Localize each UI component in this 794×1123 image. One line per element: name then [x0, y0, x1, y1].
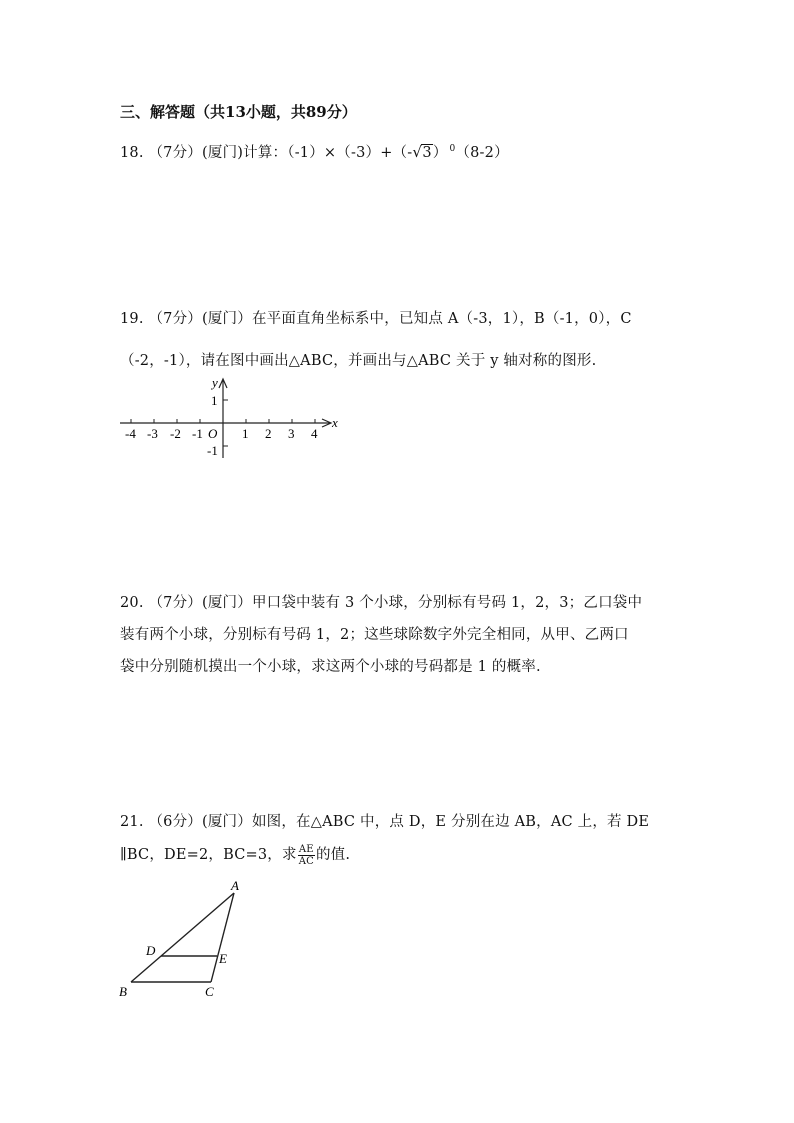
- question-20-line-3: 袋中分别随机摸出一个小球，求这两个小球的号码都是 1 的概率.: [120, 659, 541, 675]
- q18-radicand: 3: [422, 145, 432, 161]
- side-ac: [211, 893, 234, 982]
- coordinate-plane-figure: [115, 372, 345, 462]
- vertex-a-label: A: [231, 878, 239, 893]
- x-tick-label: 4: [311, 426, 318, 441]
- x-tick-label: 2: [265, 426, 272, 441]
- q21-line2-prefix: ∥BC，DE=2，BC=3，求: [120, 847, 297, 863]
- fraction-numerator: AE: [298, 843, 314, 855]
- q18-after-radical: ）: [432, 145, 448, 161]
- point-d-label: D: [146, 943, 156, 958]
- radical-icon: √: [412, 143, 423, 161]
- fraction-denominator: AC: [298, 855, 314, 867]
- side-ab: [131, 893, 234, 982]
- x-tick-label: -3: [147, 426, 158, 441]
- question-21-line-1: 21. （6分）(厦门）如图，在△ABC 中，点 D，E 分别在边 AB，AC 上，若 DE: [120, 814, 650, 830]
- question-20-line-1: 20. （7分）(厦门）甲口袋中装有 3 个小球，分别标有号码 1，2，3；乙口袋中: [120, 595, 643, 611]
- x-tick-label: 3: [288, 426, 295, 441]
- q18-points: （7分）: [148, 145, 203, 161]
- x-tick-label: -4: [125, 426, 136, 441]
- section-title: 三、解答题（共13小题，共89分）: [120, 103, 357, 121]
- y-tick-label: 1: [211, 393, 218, 408]
- y-tick-label: -1: [207, 443, 218, 458]
- x-tick-label: 1: [242, 426, 249, 441]
- q18-source: (厦门): [202, 145, 244, 161]
- vertex-b-label: B: [119, 984, 127, 999]
- fraction-ae-over-ac: [298, 844, 315, 867]
- vertex-c-label: C: [205, 984, 214, 999]
- question-18: [120, 141, 509, 162]
- y-axis-label: y: [212, 375, 218, 390]
- triangle-figure: [115, 876, 250, 1001]
- q18-number: 18.: [120, 145, 144, 161]
- q21-line2-suffix: 的值.: [315, 847, 351, 863]
- x-tick-label: -2: [170, 426, 181, 441]
- q18-tail: （8-2）: [455, 145, 509, 161]
- question-19-line-1: 19. （7分）(厦门）在平面直角坐标系中，已知点 A（-3，1），B（-1，0），C: [120, 311, 632, 327]
- sqrt-expression: [412, 145, 432, 161]
- x-tick-label: -1: [192, 426, 203, 441]
- point-e-label: E: [219, 951, 227, 966]
- question-19-line-2: （-2，-1），请在图中画出△ABC，并画出与△ABC 关于 y 轴对称的图形.: [120, 353, 597, 369]
- q18-prompt: 计算：（-1）×（-3）+（-: [243, 145, 413, 161]
- x-axis-label: x: [332, 415, 338, 430]
- origin-label: O: [208, 426, 218, 441]
- question-20-line-2: 装有两个小球，分别标有号码 1，2；这些球除数字外完全相同，从甲、乙两口: [120, 627, 629, 643]
- q18-exponent: 0: [449, 144, 456, 155]
- question-21-line-2: [120, 843, 350, 867]
